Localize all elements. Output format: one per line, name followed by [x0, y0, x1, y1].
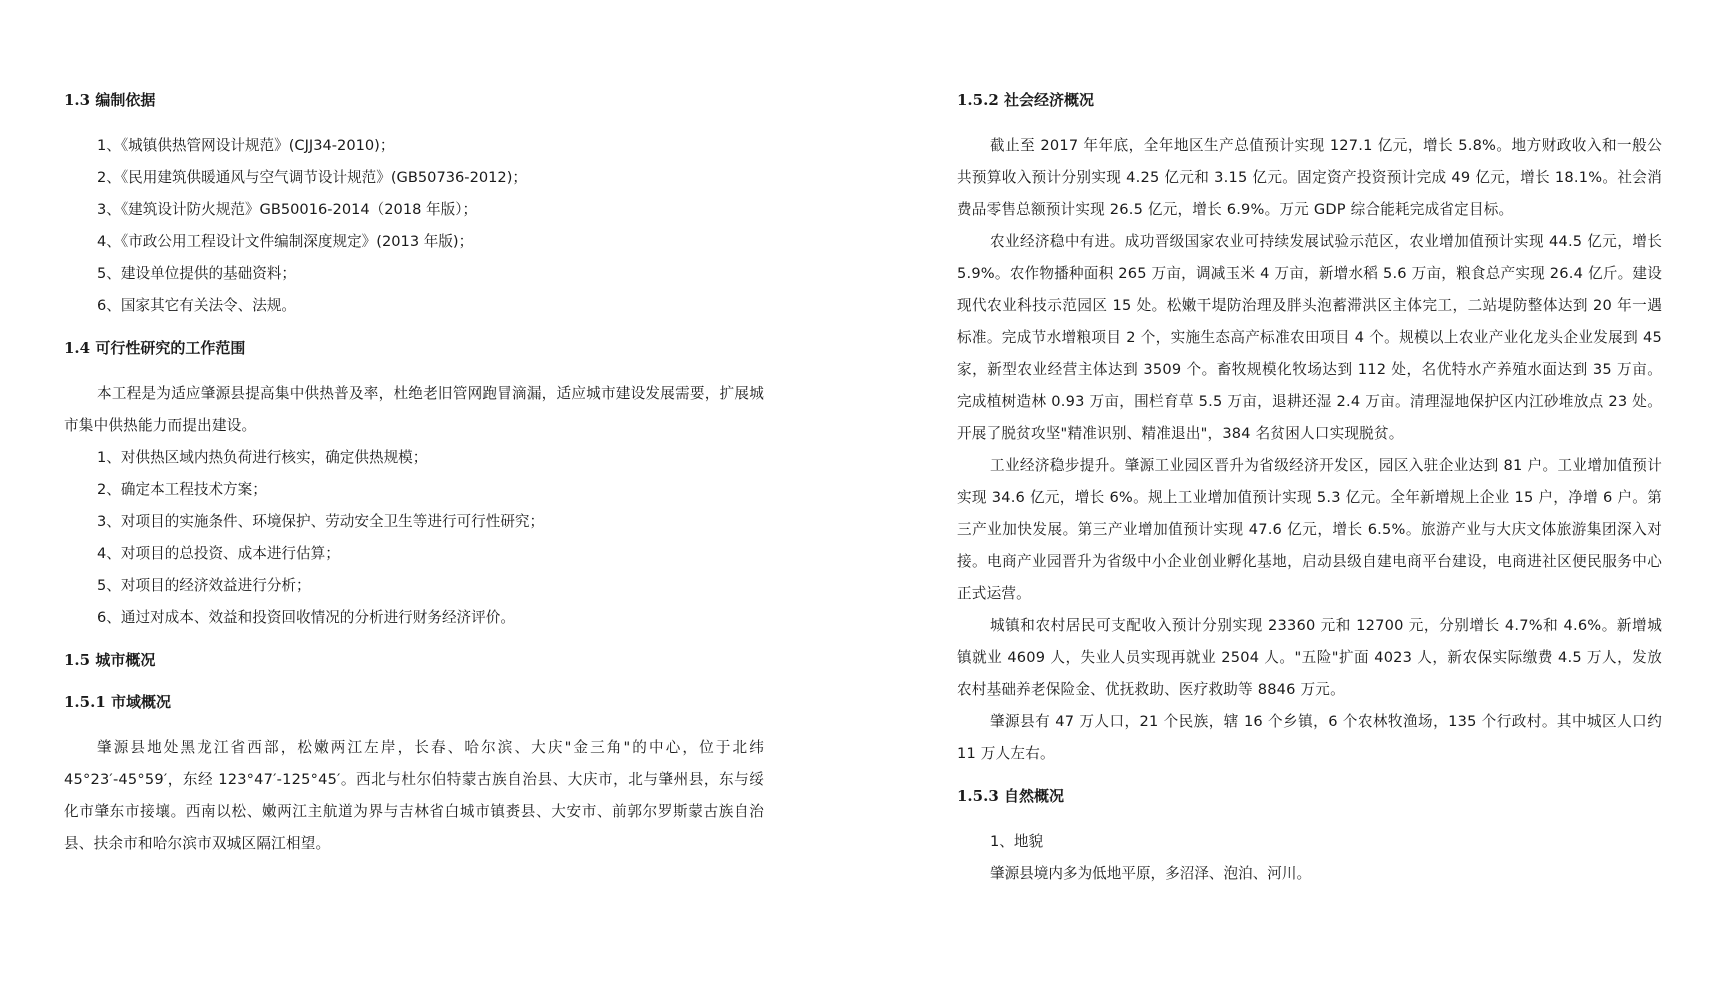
section-heading-1-5-1: 1.5.1 市域概况: [64, 693, 171, 711]
economy-paragraph-1: 截止至 2017 年年底，全年地区生产总值预计实现 127.1 亿元，增长 5.8%。地方财政收入和一般公共预算收入预计分别实现 4.25 亿元和 3.15 亿元。固定资产投资预计完成 49 亿元，增长 18.1%。社会消费品零售总额预计实现 26.5 亿元，增长 6.9%。万元 GDP 综合能耗完成省定目标。: [957, 137, 1662, 218]
scope-intro-paragraph: 本工程是为适应肇源县提高集中供热普及率，杜绝老旧管网跑冒滴漏，适应城市建设发展需要，扩展城市集中供热能力而提出建设。: [64, 385, 764, 434]
scope-item-1: 1、对供热区域内热负荷进行核实，确定供热规模；: [97, 449, 428, 466]
economy-paragraph-5: 肇源县有 47 万人口，21 个民族，辖 16 个乡镇，6 个农林牧渔场，135 个行政村。其中城区人口约 11 万人左右。: [957, 713, 1662, 762]
region-overview-paragraph: 肇源县地处黑龙江省西部，松嫩两江左岸，长春、哈尔滨、大庆"金三角"的中心，位于北纬 45°23′-45°59′，东经 123°47′-125°45′。西北与杜尔伯特蒙古族自治县、大庆市，北与肇州县，东与绥化市肇东市接壤。西南以松、嫩两江主航道为界与吉林省白城市镇赉县、大安市、前郭尔罗斯蒙古族自治县、扶余市和哈尔滨市双城区隔江相望。: [64, 739, 764, 852]
right-column: [957, 84, 1662, 890]
landform-paragraph: 肇源县境内多为低地平原，多沼泽、泡泊、河川。: [990, 865, 1312, 882]
landform-subheading: 1、地貌: [990, 833, 1044, 850]
section-heading-1-4: 1.4 可行性研究的工作范围: [64, 339, 246, 357]
economy-paragraph-3: 工业经济稳步提升。肇源工业园区晋升为省级经济开发区，园区入驻企业达到 81 户。工业增加值预计实现 34.6 亿元，增长 6%。规上工业增加值预计实现 5.3 亿元。全年新增规上企业 15 户，净增 6 户。第三产业加快发展。第三产业增加值预计实现 47.6 亿元，增长 6.5%。旅游产业与大庆文体旅游集团深入对接。电商产业园晋升为省级中小企业创业孵化基地，启动县级自建电商平台建设，电商进社区便民服务中心正式运营。: [957, 457, 1662, 602]
section-heading-1-5-2: 1.5.2 社会经济概况: [957, 91, 1094, 109]
scope-item-4: 4、对项目的总投资、成本进行估算；: [97, 545, 340, 562]
scope-item-5: 5、对项目的经济效益进行分析；: [97, 577, 311, 594]
section-heading-1-5-3: 1.5.3 自然概况: [957, 787, 1064, 805]
reference-item-4: 4、《市政公用工程设计文件编制深度规定》(2013 年版)；: [97, 233, 474, 250]
economy-paragraph-2: 农业经济稳中有进。成功晋级国家农业可持续发展试验示范区，农业增加值预计实现 44.5 亿元，增长 5.9%。农作物播种面积 265 万亩，调减玉米 4 万亩，新增水稻 5.6 万亩，粮食总产实现 26.4 亿斤。建设现代农业科技示范园区 15 处。松嫩干堤防治理及胖头泡蓄滞洪区主体完工，二站堤防整体达到 20 年一遇标准。完成节水增粮项目 2 个，实施生态高产标准农田项目 4 个。规模以上农业产业化龙头企业发展到 45 家，新型农业经营主体达到 3509 个。畜牧规模化牧场达到 112 处，名优特水产养殖水面达到 35 万亩。完成植树造林 0.93 万亩，围栏育草 5.5 万亩，退耕还湿 2.4 万亩。清理湿地保护区内江砂堆放点 23 处。开展了脱贫攻坚"精准识别、精准退出"，384 名贫困人口实现脱贫。: [957, 233, 1662, 442]
reference-item-1: 1、《城镇供热管网设计规范》(CJJ34-2010)；: [97, 137, 395, 154]
scope-item-6: 6、通过对成本、效益和投资回收情况的分析进行财务经济评价。: [97, 609, 515, 626]
scope-item-2: 2、确定本工程技术方案；: [97, 481, 267, 498]
reference-item-5: 5、建设单位提供的基础资料；: [97, 265, 297, 282]
section-heading-1-3: 1.3 编制依据: [64, 91, 156, 109]
reference-item-2: 2、《民用建筑供暖通风与空气调节设计规范》(GB50736-2012)；: [97, 169, 527, 186]
reference-item-6: 6、国家其它有关法令、法规。: [97, 297, 297, 314]
reference-item-3: 3、《建筑设计防火规范》GB50016-2014（2018 年版）；: [97, 201, 478, 218]
economy-paragraph-4: 城镇和农村居民可支配收入预计分别实现 23360 元和 12700 元，分别增长 4.7%和 4.6%。新增城镇就业 4609 人，失业人员实现再就业 2504 人。"五险"扩面 4023 人，新农保实际缴费 4.5 万人，发放农村基础养老保险金、优抚救助、医疗救助等 8846 万元。: [957, 617, 1662, 698]
section-heading-1-5: 1.5 城市概况: [64, 651, 156, 669]
left-column: [64, 84, 764, 860]
scope-item-3: 3、对项目的实施条件、环境保护、劳动安全卫生等进行可行性研究；: [97, 513, 545, 530]
